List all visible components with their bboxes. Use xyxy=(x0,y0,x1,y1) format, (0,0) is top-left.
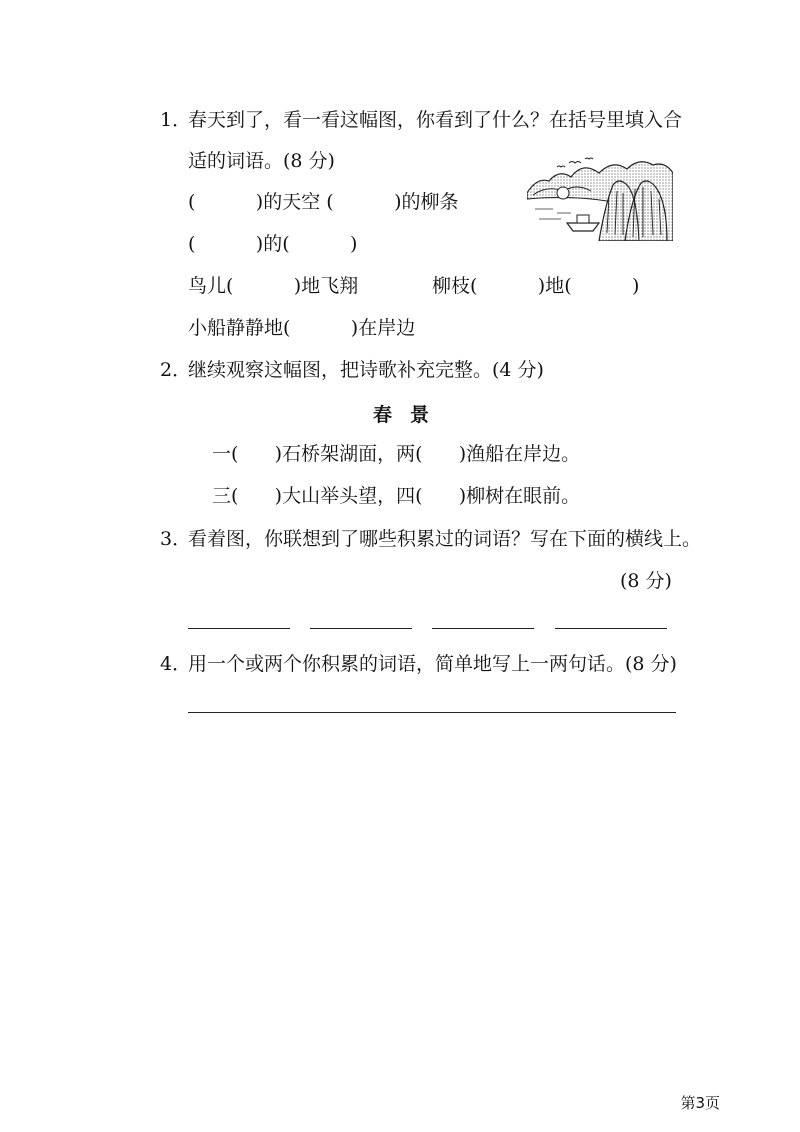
poem-line-1: 一( )石桥架湖面，两( )渔船在岸边。 xyxy=(212,443,581,465)
question-1-row3a: 鸟儿( )地飞翔 xyxy=(188,275,359,297)
poem-title: 春景 xyxy=(373,404,448,426)
question-3-score: (8 分) xyxy=(620,570,672,592)
question-4-text: 用一个或两个你积累的词语，简单地写上一两句话。(8 分) xyxy=(188,653,677,675)
answer-line-2[interactable] xyxy=(310,628,412,629)
answer-line-3[interactable] xyxy=(432,628,534,629)
question-1-row1: ( )的天空 ( )的柳条 xyxy=(188,191,459,213)
answer-line-4[interactable] xyxy=(555,628,667,629)
question-1-number: 1． xyxy=(160,109,192,131)
question-1-row2: ( )的( ) xyxy=(188,233,358,255)
question-1-row3b: 柳枝( )地( ) xyxy=(432,275,640,297)
spring-landscape-illustration xyxy=(527,155,673,241)
poem-line-2: 三( )大山举头望，四( )柳树在眼前。 xyxy=(212,485,581,507)
answer-line-1[interactable] xyxy=(188,628,290,629)
question-2-text: 继续观察这幅图，把诗歌补充完整。(4 分) xyxy=(188,359,544,381)
answer-sentence-line[interactable] xyxy=(188,712,676,713)
question-4-number: 4． xyxy=(160,653,192,675)
page-number: 第3页 xyxy=(680,1094,720,1112)
question-1-row4: 小船静静地( )在岸边 xyxy=(188,317,416,339)
question-1-text-line2: 适的词语。(8 分) xyxy=(188,150,335,172)
question-2-number: 2． xyxy=(160,359,192,381)
question-1-text-line1: 春天到了，看一看这幅图，你看到了什么？在括号里填入合 xyxy=(188,109,683,131)
question-3-number: 3． xyxy=(160,528,192,550)
question-3-text: 看着图，你联想到了哪些积累过的词语？写在下面的横线上。 xyxy=(188,528,702,550)
